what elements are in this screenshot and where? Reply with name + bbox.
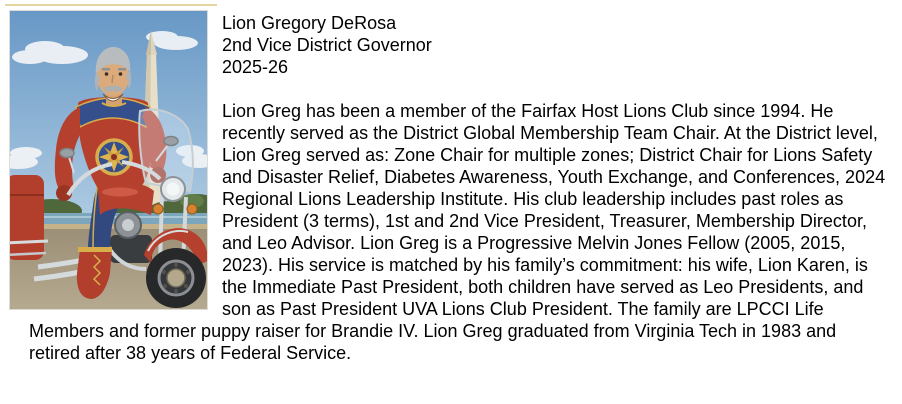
portrait-illustration <box>10 11 207 309</box>
right-mirror <box>164 137 178 146</box>
bio-paragraph: Lion Greg has been a member of the Fairfax Host Lions Club since 1994. He recently served as the District Global Membership Team Chair. At the District level, Lion Greg served as: Zone Chair for multiple zones; District Chair for Lions Safety and Disaster Relief, Diabetes Awareness, Youth Exchange, and Conferences, 2024 Regional Lions Leadership Institute. His club leadership includes past roles as President (3 terms), 1st and 2nd Vice President, Treasurer, Membership Director, and Leo Advisor. Lion Greg is a Progressive Melvin Jones Fellow (2005, 2015, 2023). His service is matched by his family’s commitment: his wife, Lion Karen, is the Immediate Past President, both children have served as Leo Presidents, and son as Past President UVA Lions Club President. The family are LPCCI Life Members and former puppy raiser for Brandie IV. Lion Greg graduated from Virginia Tech in 1983 and retired after 38 years of Federal Service. <box>29 101 886 363</box>
saddlebag <box>10 175 48 260</box>
member-term: 2025-26 <box>222 57 289 77</box>
turn-signal <box>187 204 197 214</box>
eye <box>105 72 109 76</box>
turn-signal <box>153 204 163 214</box>
left-mirror <box>60 149 74 158</box>
member-name: Lion Gregory DeRosa <box>222 13 397 33</box>
nose <box>112 75 113 83</box>
superhero-motorcycle-illustration <box>10 11 207 309</box>
gold-divider-rule <box>5 4 217 6</box>
front-wheel <box>146 248 206 308</box>
compass-emblem <box>97 140 131 174</box>
eyebrow <box>118 68 126 71</box>
member-title: 2nd Vice District Governor <box>222 35 432 55</box>
eye <box>119 72 123 76</box>
eyebrow <box>102 68 110 71</box>
